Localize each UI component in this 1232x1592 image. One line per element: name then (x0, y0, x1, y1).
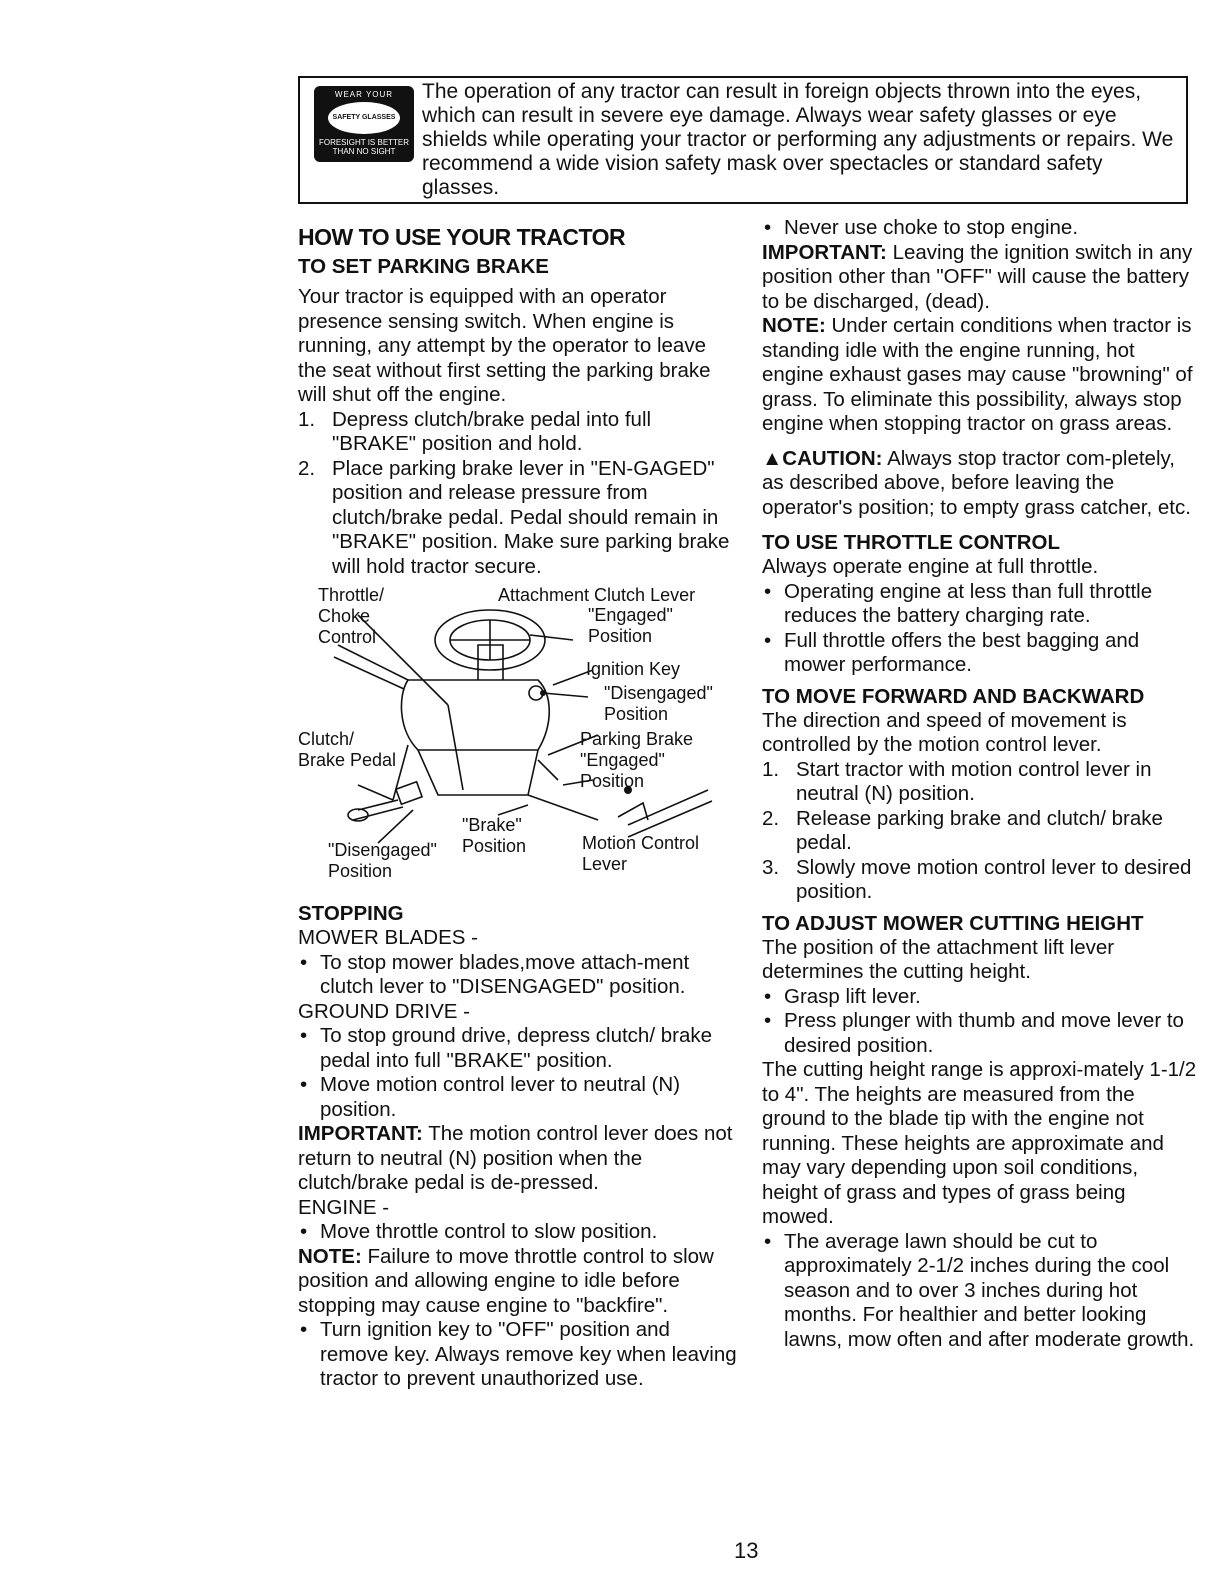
step-text: Slowly move motion control lever to desired position. (796, 855, 1192, 903)
warning-text: The operation of any tractor can result in foreign objects thrown into the eyes, which can result in severe eye damage. Always wear safety glasses or eye shields while operating your tractor or performing any adjustments or repairs. We recommend a wide vision safety mask over spectacles or standard safety glasses. (422, 80, 1174, 199)
badge-middle-text: SAFETY GLASSES (328, 102, 400, 134)
step-text: Release parking brake and clutch/ brake pedal. (796, 806, 1163, 854)
browning-note (762, 314, 1198, 437)
mower-blades-list (298, 951, 738, 1000)
cutting-height-range: The cutting height range is approxi-mately 1-1/2 to 4". The heights are measured from the ground to the blade tip with the engine not running. These heights are approximate and may vary depending upon soil conditions, height of grass and types of grass being mowed. (762, 1058, 1197, 1228)
cutting-height-heading: TO ADJUST MOWER CUTTING HEIGHT (762, 911, 1144, 935)
safety-glasses-icon (314, 86, 414, 162)
throttle-choke-label: Throttle/ Choke Control (318, 585, 385, 647)
throttle-intro: Always operate engine at full throttle. (762, 555, 1099, 578)
attachment-engaged-label: "Engaged" Position (588, 605, 673, 646)
note-keyword: NOTE: (298, 1244, 362, 1268)
list-item: • Operating engine at less than full throttle reduces the battery charging rate. (762, 580, 1198, 629)
list-item: • The average lawn should be cut to approximately 2-1/2 inches during the cool season and to over 3 inches during hot months. For healthier and better looking lawns, mow often and after moderate growth. (762, 1230, 1198, 1353)
cutting-height-intro: The position of the attachment lift lever determines the cutting height. (762, 935, 1115, 983)
list-item (762, 856, 1198, 905)
list-item (762, 758, 1198, 807)
step-number: 1. (762, 757, 780, 781)
caution-text: Always stop tractor com-pletely, as described above, before leaving the operator's position; to empty grass catcher, etc. (762, 446, 1191, 519)
list-item (298, 408, 738, 457)
choke-list (762, 216, 1198, 241)
throttle-heading: TO USE THROTTLE CONTROL (762, 531, 1061, 554)
note-text: Under certain conditions when tractor is standing idle with the engine running, hot engine exhaust gases may cause "browning" of grass. To eliminate this possibility, always stop engine when stopping tractor on grass areas. (762, 314, 1193, 435)
parking-brake-intro: Your tractor is equipped with an operator presence sensing switch. When engine is running, any attempt by the operator to leave the seat without first setting the parking brake will shut off the engine. (298, 285, 711, 406)
important-motion-note (298, 1122, 738, 1196)
throttle-list (762, 580, 1198, 678)
list-item (762, 807, 1198, 856)
ground-drive-list (298, 1024, 738, 1122)
badge-top-text: WEAR YOUR (334, 90, 394, 99)
parking-brake-steps (298, 408, 738, 580)
list-item: • To stop mower blades,move attach-ment clutch lever to "DISENGAGED" position. (298, 951, 738, 1000)
step-text: Depress clutch/brake pedal into full "BRAKE" position and hold. (332, 407, 652, 455)
caution-note (762, 447, 1198, 521)
list-item: • Grasp lift lever. (762, 985, 1198, 1010)
list-item: • Never use choke to stop engine. (762, 216, 1198, 241)
lawn-list (762, 1230, 1198, 1353)
section-title: HOW TO USE YOUR TRACTOR (298, 224, 626, 250)
step-number: 3. (762, 855, 780, 879)
list-item: • Full throttle offers the best bagging and mower performance. (762, 629, 1198, 678)
engine-list (298, 1220, 738, 1245)
list-item: • Press plunger with thumb and move lever to desired position. (762, 1009, 1198, 1058)
list-item: • To stop ground drive, depress clutch/ brake pedal into full "BRAKE" position. (298, 1024, 738, 1073)
note-text: Failure to move throttle control to slow position and allowing engine to idle before stopping may cause engine to "backfire". (298, 1244, 714, 1317)
backfire-note (298, 1245, 738, 1319)
page-number: 13 (734, 1538, 759, 1563)
important-keyword: IMPORTANT: (762, 240, 887, 264)
important-text: The motion control lever does not return to neutral (N) position when the clutch/brake pedal is de-pressed. (298, 1122, 733, 1194)
step-text: Place parking brake lever in "EN-GAGED" position and release pressure from clutch/brake pedal. Pedal should remain in "BRAKE" position. Make sure parking brake will hold tractor secure. (332, 456, 730, 578)
attachment-clutch-label: Attachment Clutch Lever (498, 585, 696, 605)
ignition-disengaged-label: "Disengaged" Position (604, 683, 713, 724)
step-number: 2. (762, 806, 780, 830)
parking-brake-heading: TO SET PARKING BRAKE (298, 255, 549, 278)
note-keyword: NOTE: (762, 314, 826, 337)
move-heading: TO MOVE FORWARD AND BACKWARD (762, 684, 1145, 708)
move-steps (762, 758, 1198, 905)
step-number: 1. (298, 407, 316, 431)
list-item (298, 457, 738, 580)
important-ignition-note (762, 241, 1198, 315)
clutch-brake-label: Clutch/ Brake Pedal (298, 729, 397, 770)
list-item: • Turn ignition key to "OFF" position and remove key. Always remove key when leaving tractor to prevent unauthorized use. (298, 1318, 738, 1392)
caution-icon: ▲ (762, 446, 783, 470)
important-text: Leaving the ignition switch in any position other than "OFF" will cause the battery to be discharged, (dead). (762, 240, 1193, 313)
engine-label: ENGINE - (298, 1195, 390, 1219)
step-text: Start tractor with motion control lever in neutral (N) position. (796, 757, 1152, 805)
tractor-controls-diagram (298, 585, 738, 891)
mower-blades-label: MOWER BLADES - (298, 926, 478, 949)
step-number: 2. (298, 456, 316, 480)
left-column (298, 220, 738, 1392)
motion-control-label: Motion Control Lever (582, 833, 700, 874)
disengaged-position-label: "Disengaged" Position (328, 840, 437, 881)
list-item: • Move motion control lever to neutral (N) position. (298, 1073, 738, 1122)
stopping-heading: STOPPING (298, 902, 404, 925)
badge-bottom-text: FORESIGHT IS BETTER THAN NO SIGHT (318, 138, 410, 156)
safety-warning-box (298, 76, 1188, 204)
list-item: • Move throttle control to slow position. (298, 1220, 738, 1245)
caution-keyword: CAUTION: (782, 446, 883, 470)
right-column (762, 216, 1198, 1352)
ignition-key-label: Ignition Key (586, 659, 681, 679)
move-intro: The direction and speed of movement is controlled by the motion control lever. (762, 708, 1127, 756)
ground-drive-label: GROUND DRIVE - (298, 999, 470, 1023)
brake-position-label: "Brake" Position (462, 815, 527, 856)
ignition-key-list (298, 1318, 738, 1392)
parking-brake-label: Parking Brake "Engaged" Position (580, 729, 694, 791)
important-keyword: IMPORTANT: (298, 1122, 423, 1145)
cutting-height-list (762, 985, 1198, 1059)
